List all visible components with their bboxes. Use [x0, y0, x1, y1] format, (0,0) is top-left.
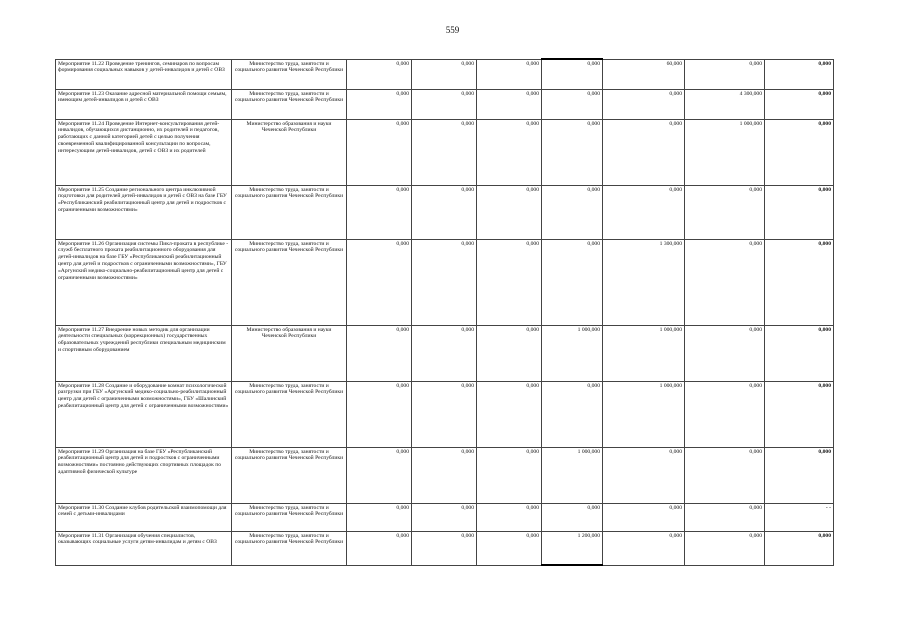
funding-amount-cell: 0,000 [347, 119, 412, 185]
funding-amount-cell: 1 000,000 [603, 381, 685, 447]
page-number: 559 [445, 25, 460, 35]
funding-amount-cell: 0,000 [685, 185, 765, 239]
activity-description: Мероприятие 11.25 Создание регионального центра инклюзивной подготовки для родителей детей-инвалидов и детей с ОВЗ на базе ГБУ «Республиканский реабилитационный центр для детей и подростков с ограниченными возможностями» [56, 185, 232, 239]
funding-amount-cell: 0,000 [412, 89, 477, 119]
funding-amount-cell: 0,000 [412, 59, 477, 89]
funding-amount-cell: 0,000 [765, 89, 834, 119]
funding-amount-cell: 0,000 [765, 239, 834, 325]
funding-amount-cell: 0,000 [765, 381, 834, 447]
funding-amount-cell: 0,000 [765, 531, 834, 565]
funding-amount-cell: 0,000 [765, 119, 834, 185]
funding-amount-cell: 0,000 [477, 381, 542, 447]
funding-amount-cell: 4 300,000 [685, 89, 765, 119]
funding-amount-cell: 0,000 [603, 447, 685, 503]
funding-amount-cell: 0,000 [412, 239, 477, 325]
activity-description: Мероприятие 11.30 Создание клубов родительской взаимопомощи для семей с детьми-инвалидами [56, 503, 232, 531]
funding-amount-cell: 1 000,000 [685, 119, 765, 185]
table-row [56, 59, 834, 89]
responsible-organization: Министерство образования и науки Чеченской Республики [232, 119, 347, 185]
funding-amount-cell: 0,000 [685, 531, 765, 565]
funding-amount-cell: 1 000,000 [542, 325, 603, 381]
funding-amount-cell: 0,000 [542, 119, 603, 185]
table-row [56, 185, 834, 239]
funding-amount-cell: 0,000 [685, 239, 765, 325]
funding-amount-cell: 0,000 [765, 185, 834, 239]
activity-description: Мероприятие 11.22 Проведение тренингов, семинаров по вопросам формирования социальных навыков у детей-инвалидов и детей с ОВЗ [56, 59, 232, 89]
funding-amount-cell: 0,000 [542, 381, 603, 447]
table-row [56, 89, 834, 119]
funding-amount-cell: 0,000 [477, 531, 542, 565]
funding-amount-cell: 0,000 [347, 185, 412, 239]
funding-amount-cell: 0,000 [685, 59, 765, 89]
table-row [56, 325, 834, 381]
funding-amount-cell: 0,000 [542, 185, 603, 239]
funding-amount-cell: 1 300,000 [603, 239, 685, 325]
funding-amount-cell: 0,000 [412, 531, 477, 565]
activity-description: Мероприятие 11.31 Организация обучения специалистов, оказывающих социальные услуги детям-инвалидам и детям с ОВЗ [56, 531, 232, 565]
funding-amount-cell: 0,000 [603, 531, 685, 565]
funding-amount-cell: 0,000 [685, 381, 765, 447]
funding-amount-cell: 0,000 [542, 59, 603, 89]
activity-description: Мероприятие 11.24 Проведение Интернет-консультирования детей-инвалидов, обучающихся дистанционно, их родителей и педагогов, работающих с данной категорией детей с целью получения своевременной квалифицированной консультации по вопросам, интересующим детей-инвалидов, детей с ОВЗ и их родителей [56, 119, 232, 185]
funding-amount-cell: 0,000 [603, 185, 685, 239]
activity-description: Мероприятие 11.27 Внедрение новых методик для организации деятельности специальных (коррекционных) государственных образовательных учреждений республики специальным медицинским и спортивным оборудованием [56, 325, 232, 381]
funding-amount-cell: 0,000 [347, 89, 412, 119]
funding-amount-cell: 0,000 [412, 447, 477, 503]
funding-amount-cell: 0,000 [347, 503, 412, 531]
funding-amount-cell: 0,000 [542, 503, 603, 531]
activity-description: Мероприятие 11.28 Создание и оборудование комнат психологической разгрузки при ГБУ «Аргунский медико-социально-реабилитационный центр для детей с ограниченными возможностями», ГБУ «Шалинский реабилитационный центр для детей с ограниченными возможностями» [56, 381, 232, 447]
table-row [56, 503, 834, 531]
funding-amount-cell: 0,000 [765, 325, 834, 381]
funding-amount-cell: 1 000,000 [603, 325, 685, 381]
responsible-organization: Министерство труда, занятости и социального развития Чеченской Республики [232, 381, 347, 447]
funding-amount-cell: 0,000 [477, 447, 542, 503]
funding-amount-cell: 0,000 [477, 325, 542, 381]
funding-amount-cell: 0,000 [765, 59, 834, 89]
responsible-organization: Министерство образования и науки Чеченской Республики [232, 325, 347, 381]
table-row [56, 447, 834, 503]
funding-amount-cell: 0,000 [542, 89, 603, 119]
table-row [56, 531, 834, 565]
activity-description: Мероприятие 11.23 Оказание адресной материальной помощи семьям, имеющим детей-инвалидов и детей с ОВЗ [56, 89, 232, 119]
funding-amount-cell: 0,000 [412, 325, 477, 381]
responsible-organization: Министерство труда, занятости и социального развития Чеченской Республики [232, 531, 347, 565]
budget-table [55, 58, 834, 566]
table-row [56, 119, 834, 185]
funding-amount-cell: 0,000 [477, 239, 542, 325]
responsible-organization: Министерство труда, занятости и социального развития Чеченской Республики [232, 239, 347, 325]
funding-amount-cell: - - [765, 503, 834, 531]
responsible-organization: Министерство труда, занятости и социального развития Чеченской Республики [232, 89, 347, 119]
funding-amount-cell: 0,000 [347, 325, 412, 381]
funding-amount-cell: 0,000 [477, 503, 542, 531]
funding-amount-cell: 0,000 [765, 447, 834, 503]
funding-amount-cell: 0,000 [477, 59, 542, 89]
activity-description: Мероприятие 11.26 Организация системы Пикл-проката в республике - служб бесплатного проката реабилитационного оборудования для детей-инвалидов на базе ГБУ «Республиканский реабилитационный центр для детей и подростков с ограниченными возможностями», ГБУ «Аргунский медико-социально-реабилитационный центр для детей с ограниченными возможностями» [56, 239, 232, 325]
funding-amount-cell: 0,000 [542, 239, 603, 325]
funding-amount-cell: 0,000 [603, 89, 685, 119]
responsible-organization: Министерство труда, занятости и социального развития Чеченской Республики [232, 59, 347, 89]
funding-amount-cell: 0,000 [412, 185, 477, 239]
funding-amount-cell: 0,000 [347, 381, 412, 447]
funding-amount-cell: 0,000 [477, 119, 542, 185]
funding-amount-cell: 0,000 [603, 119, 685, 185]
funding-amount-cell: 1 000,000 [542, 447, 603, 503]
funding-amount-cell: 0,000 [685, 447, 765, 503]
funding-amount-cell: 0,000 [412, 119, 477, 185]
funding-amount-cell: 1 200,000 [542, 531, 603, 565]
funding-amount-cell: 0,000 [412, 381, 477, 447]
responsible-organization: Министерство труда, занятости и социального развития Чеченской Республики [232, 185, 347, 239]
funding-amount-cell: 0,000 [347, 531, 412, 565]
funding-amount-cell: 0,000 [347, 447, 412, 503]
funding-amount-cell: 0,000 [685, 325, 765, 381]
funding-amount-cell: 0,000 [412, 503, 477, 531]
funding-amount-cell: 0,000 [477, 185, 542, 239]
funding-amount-cell: 0,000 [477, 89, 542, 119]
activity-description: Мероприятие 11.29 Организация на базе ГБУ «Республиканский реабилитационный центр для детей и подростков с ограниченными возможностями» постоянно действующих спортивных площадок по адаптивной физической культуре [56, 447, 232, 503]
responsible-organization: Министерство труда, занятости и социального развития Чеченской Республики [232, 503, 347, 531]
funding-amount-cell: 0,000 [347, 239, 412, 325]
funding-amount-cell: 60,000 [603, 59, 685, 89]
table-row [56, 239, 834, 325]
funding-amount-cell: 0,000 [603, 503, 685, 531]
responsible-organization: Министерство труда, занятости и социального развития Чеченской Республики [232, 447, 347, 503]
funding-amount-cell: 0,000 [685, 503, 765, 531]
funding-amount-cell: 0,000 [347, 59, 412, 89]
table-row [56, 381, 834, 447]
